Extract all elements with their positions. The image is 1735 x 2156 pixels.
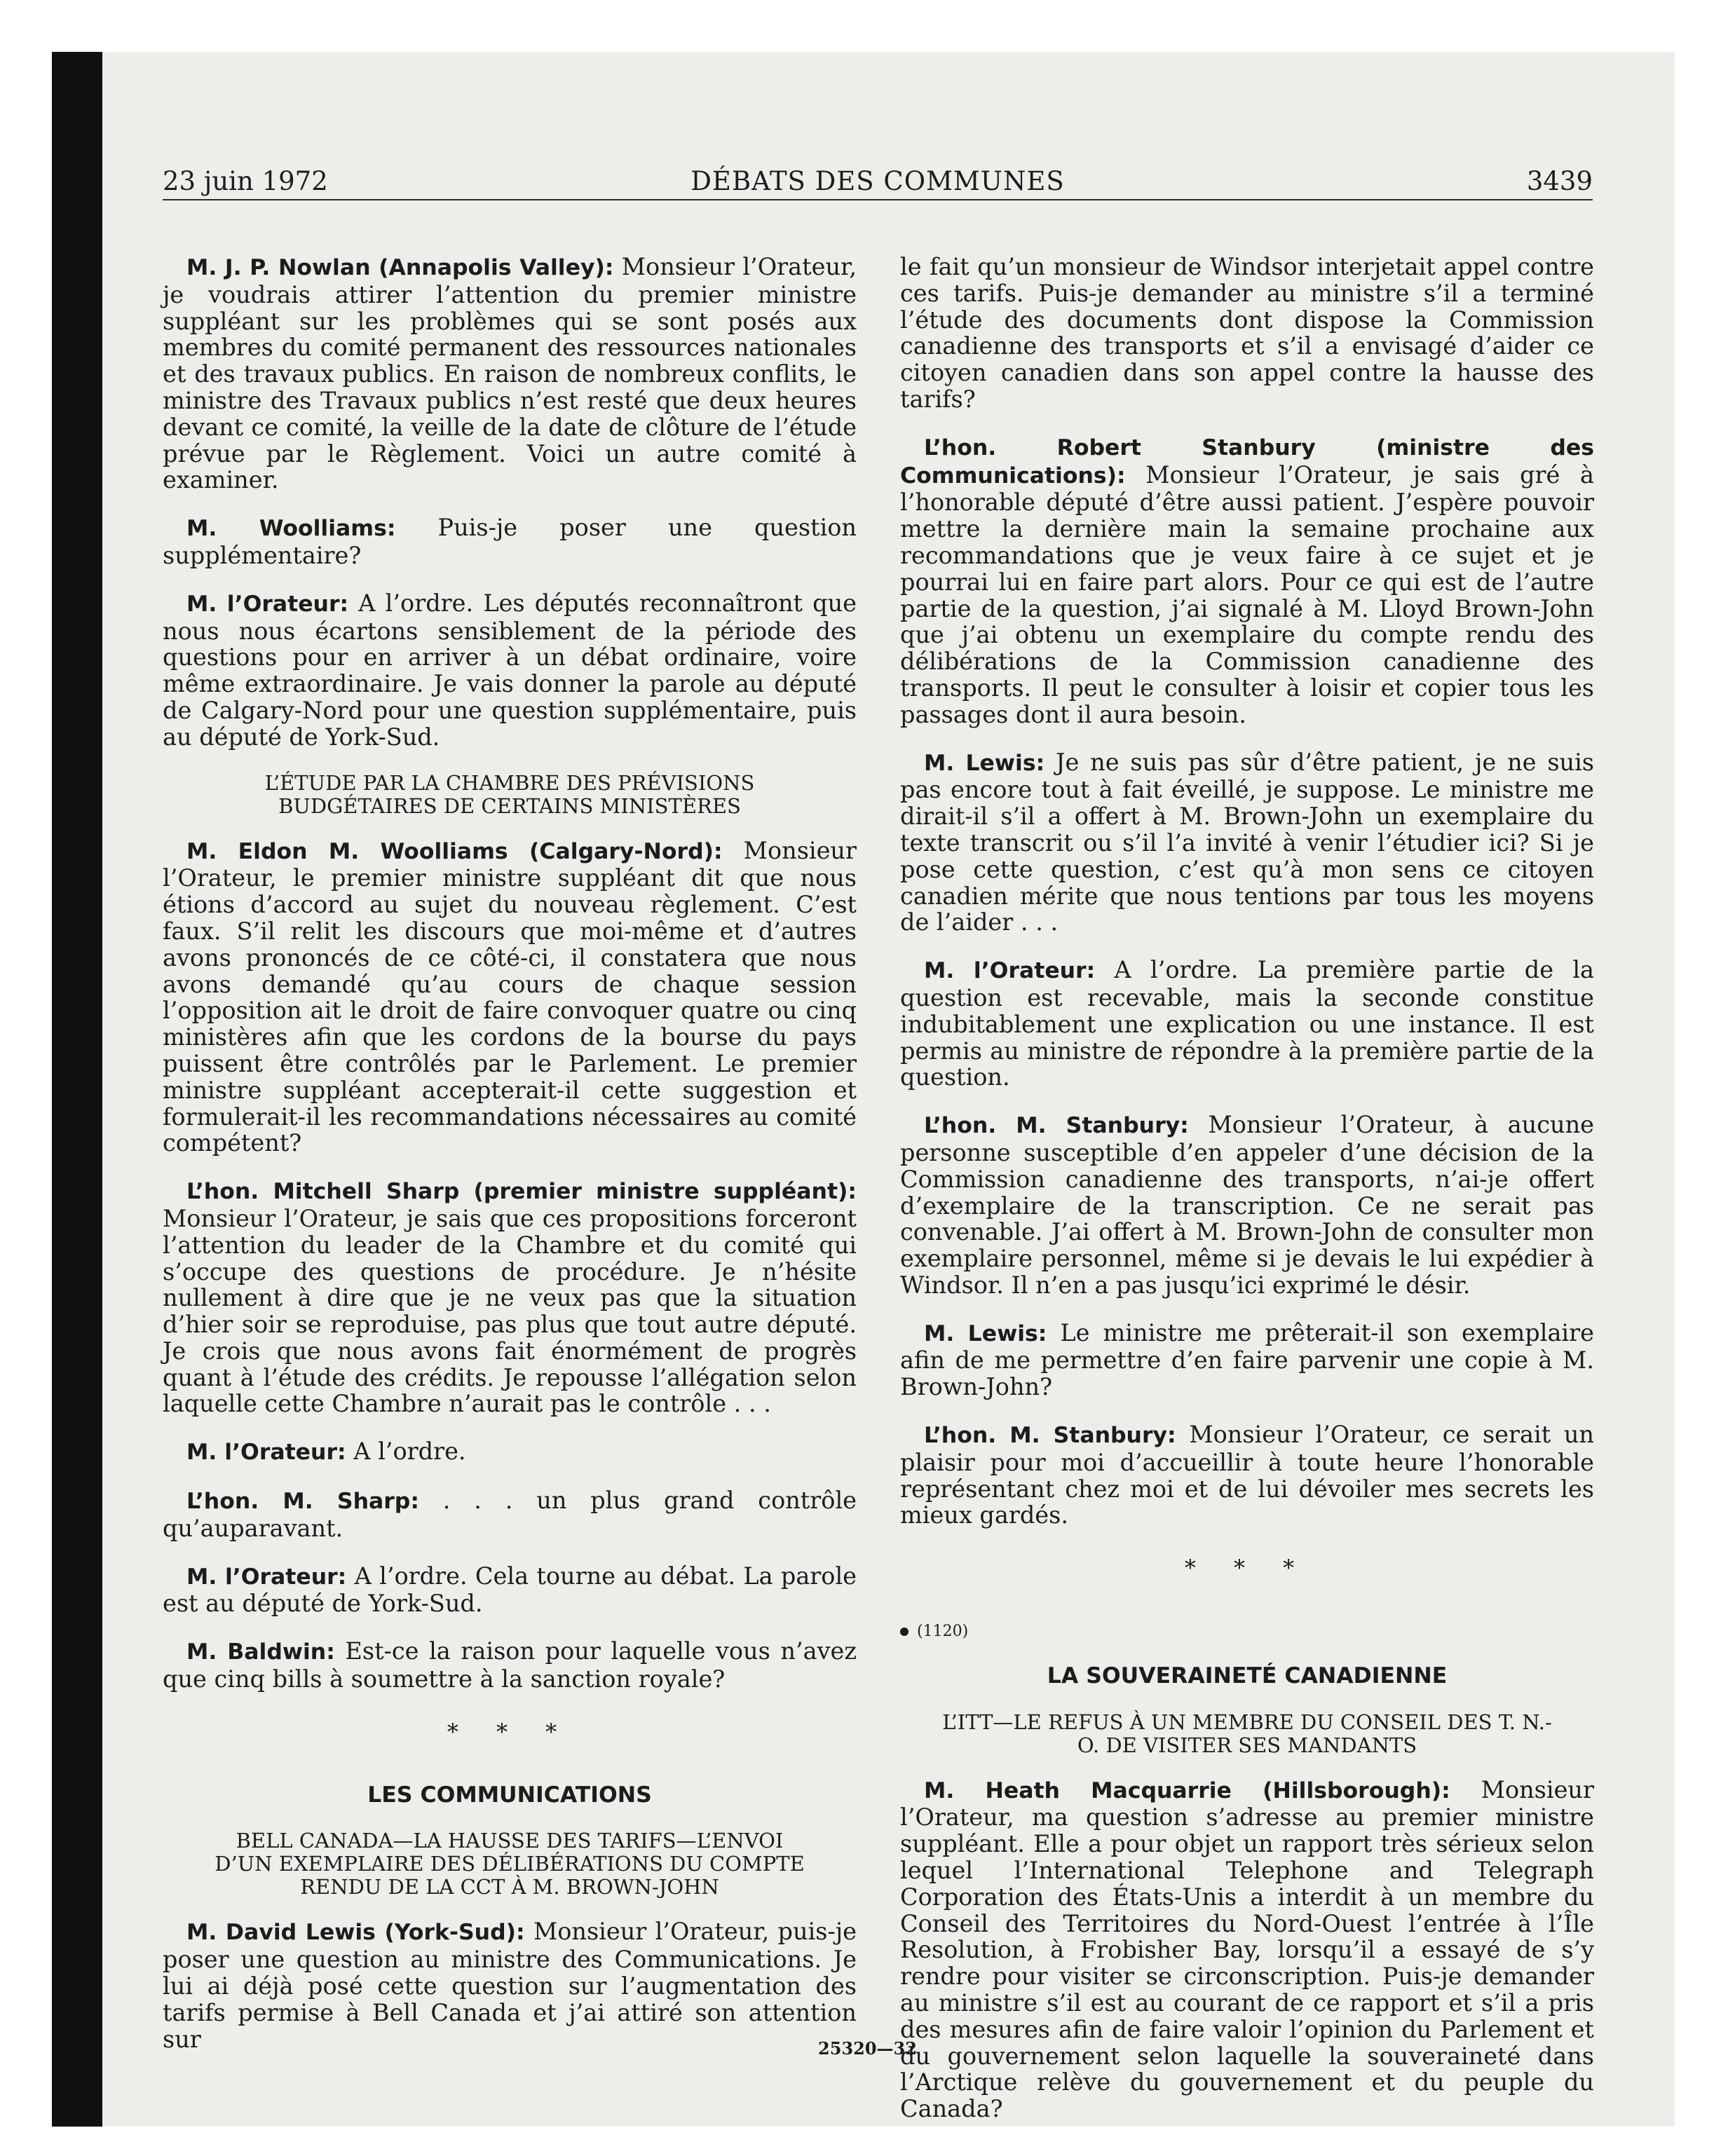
paragraph (163, 514, 857, 569)
subsection-heading: BELL CANADA—LA HAUSSE DES TARIFS—L’ENVOI D’UN EXEMPLAIRE DES DÉLIBÉRATIONS DU COMPTE RENDU DE LA CCT À M. BROWN-JOHN (215, 1829, 805, 1899)
paragraph (163, 838, 857, 1157)
paragraph (163, 1563, 857, 1618)
paragraph (163, 1487, 857, 1542)
paragraph (900, 1421, 1594, 1529)
paragraph (900, 1112, 1594, 1299)
speech-text: Est-ce la raison pour laquelle vous n’avez que cinq bills à soumettre à la sanction royale? (163, 1637, 857, 1693)
section-heading: LES COMMUNICATIONS (367, 1782, 652, 1808)
paragraph (900, 749, 1594, 936)
paragraph (900, 1777, 1594, 2122)
running-header (163, 163, 1593, 200)
speech-text: A l’ordre. Cela tourne au débat. La parole est au député de York-Sud. (163, 1562, 857, 1618)
speaker-name: M. l’Orateur: (186, 1440, 346, 1466)
paragraph (163, 1178, 857, 1417)
footer-signature: 25320—32 (818, 2038, 917, 2059)
speaker-name: L’hon. M. Stanbury: (924, 1423, 1176, 1449)
time-stamp: (1120) (917, 1623, 969, 1641)
speaker-name: M. Baldwin: (186, 1639, 335, 1665)
speaker-name: L’hon. M. Sharp: (186, 1489, 419, 1515)
speaker-name: M. David Lewis (York-Sud): (186, 1920, 525, 1946)
section-separator: * * * (447, 1718, 573, 1745)
speech-text: Monsieur l’Orateur, ce serait un plaisir pour moi d’accueillir à toute heure l’honorable représentant chez moi et de lui dévoiler mes secrets les mieux gardés. (900, 1421, 1595, 1529)
paragraph (163, 254, 857, 493)
speech-text: Monsieur l’Orateur, je voudrais attirer l’attention du premier ministre suppléant sur les problèmes qui se sont posés aux membres du comité permanent des ressources nationales et des travaux publics. En raison de nombreux conflits, le ministre des Travaux publics n’est resté que deux heures devant ce comité, la veille de la date de clôture de l’étude prévue par le Règlement. Voici un autre comité à examiner. (163, 253, 857, 494)
speaker-name: L’hon. Robert Stanbury (ministre des Communications): (900, 435, 1594, 489)
paragraph (900, 434, 1594, 728)
paragraph (163, 1438, 857, 1466)
section-separator: * * * (1184, 1555, 1310, 1582)
speech-text: Monsieur l’Orateur, puis-je poser une question au ministre des Communications. Je lui ai déjà posé cette question sur l’augmentation des tarifs permise à Bell Canada et j’ai attiré son attention sur (163, 1918, 857, 2053)
speech-text: Je ne suis pas sûr d’être patient, je ne suis pas encore tout à fait éveillé, je suppose. Le ministre me dirait-il s’il a offert à M. Brown-John un exemplaire du texte transcrit ou s’il l’a invité à venir l’étudier ici? Si je pose cette question, c’est qu’à mon sens ce citoyen canadien mérite que nous tentions par tous les moyens de l’aider . . . (900, 748, 1594, 936)
page-number: 3439 (1526, 166, 1593, 196)
speech-text: Monsieur l’Orateur, je sais gré à l’honorable député d’être aussi patient. J’espère pouvoir mettre la dernière main la semaine prochaine aux recommandations que je veux faire à ce sujet et je pourrai lui en faire part alors. Pour ce qui est de l’autre partie de la question, j’ai signalé à M. Lloyd Brown-John que j’ai obtenu un exemplaire du compte rendu des délibérations de la Commission canadienne des transports. Il peut le consulter à loisir et copier tous les passages dont il aura besoin. (900, 460, 1594, 728)
speaker-name: M. l’Orateur: (186, 1564, 347, 1590)
speaker-name: M. J. P. Nowlan (Annapolis Valley): (186, 255, 614, 280)
speech-text: Monsieur l’Orateur, ma question s’adresse au premier ministre suppléant. Elle a pour objet un rapport très sérieux selon lequel l’International Telephone and Telegraph Corporation des États-Unis a interdit à un membre du Conseil des Territoires du Nord-Ouest l’entrée à l’Île Resolution, à Frobisher Bay, lorsqu’il a essayé de s’y rendre pour visiter se circonscription. Puis-je demander au ministre s’il est au courant de ce rapport et s’il a pris des mesures afin de faire valoir l’opinion du Parlement et du gouvernement selon laquelle la souveraineté dans l’Arctique relève du gouvernement et du peuple du Canada? (900, 1775, 1595, 2123)
bullet-icon (900, 1628, 909, 1636)
speaker-name: M. Woolliams: (186, 516, 396, 542)
speaker-name: M. Lewis: (924, 750, 1045, 776)
speech-text: A l’ordre. La première partie de la question est recevable, mais la seconde constitue indubitablement une explication ou une instance. Il est permis au ministre de répondre à la première partie de la question. (900, 956, 1595, 1091)
speaker-name: M. Lewis: (924, 1321, 1047, 1346)
header-date: 23 juin 1972 (163, 166, 328, 196)
paragraph (163, 1918, 857, 2052)
speaker-name: M. l’Orateur: (186, 591, 349, 617)
speaker-name: L’hon. M. Stanbury: (924, 1113, 1189, 1139)
speech-text: Le ministre me prêterait-il son exemplaire afin de me permettre d’en faire parvenir une copie à M. Brown-John? (900, 1318, 1594, 1401)
paragraph (163, 590, 857, 751)
paragraph (900, 1320, 1594, 1400)
left-column (163, 254, 857, 2073)
section-heading: LA SOUVERAINETÉ CANADIENNE (1047, 1663, 1448, 1688)
paragraph (900, 957, 1594, 1091)
speech-text: Puis-je poser une question supplémentaire? (163, 514, 857, 569)
speech-text: le fait qu’un monsieur de Windsor interjetait appel contre ces tarifs. Puis-je demander au ministre s’il a terminé l’étude des documents dont dispose la Commission canadienne des transports et s’il a envisagé d’aider ce citoyen canadien dans son appel contre la hausse des tarifs? (900, 253, 1594, 413)
paragraph (163, 1638, 857, 1693)
speaker-name: M. l’Orateur: (924, 958, 1096, 984)
binding-edge (52, 52, 102, 2127)
speaker-name: M. Eldon M. Woolliams (Calgary-Nord): (186, 838, 723, 864)
speech-text: Monsieur l’Orateur, je sais que ces propositions forceront l’attention du leader de la Chambre et du comité qui s’occupe des questions de procédure. Je n’hésite nullement à dire que je ne veux pas que la situation d’hier soir se reproduise, pas plus que tout autre député. Je crois que nous avons fait énormément de progrès quant à l’étude des crédits. Je repousse l’allégation selon laquelle cette Chambre n’aurait pas le contrôle . . . (163, 1204, 857, 1418)
subsection-heading: L’ÉTUDE PAR LA CHAMBRE DES PRÉVISIONS BUDGÉTAIRES DE CERTAINS MINISTÈRES (264, 770, 755, 818)
right-column (900, 254, 1594, 2143)
speech-text: A l’ordre. Les députés reconnaîtront que nous nous écartons sensiblement de la période des questions pour en arriver à un débat ordinaire, voire même extraordinaire. Je vais donner la parole au député de Calgary-Nord pour une question supplémentaire, puis au député de York-Sud. (163, 589, 857, 751)
header-title: DÉBATS DES COMMUNES (690, 166, 1065, 196)
speaker-name: L’hon. Mitchell Sharp (premier ministre suppléant): (186, 1179, 857, 1205)
speaker-name: M. Heath Macquarrie (Hillsborough): (924, 1778, 1450, 1803)
subsection-heading: L’ITT—LE REFUS À UN MEMBRE DU CONSEIL DES T. N.-O. DE VISITER SES MANDANTS (942, 1710, 1552, 1757)
paragraph-continued (900, 254, 1594, 413)
speech-text: Monsieur l’Orateur, le premier ministre suppléant dit que nous étions d’accord au sujet du nouveau règlement. C’est faux. S’il relit les discours que moi-même et d’autres avons prononcés de ce côté-ci, il constatera que nous avons demandé qu’au cours de chaque session l’opposition ait le droit de faire convoquer quatre ou cinq ministères afin que les cordons de la bourse du pays puissent être contrôlés par le Parlement. Le premier ministre suppléant accepterait-il cette suggestion et formulerait-il les recommandations nécessaires au comité compétent? (163, 836, 857, 1157)
speech-text: Monsieur l’Orateur, à aucune personne susceptible d’en appeler d’une décision de la Commission canadienne des transports, n’ai-je offert d’exemplaire de la transcription. Ce ne serait pas convenable. J’ai offert à M. Brown-John de consulter mon exemplaire personnel, même si je devais le lui expédier à Windsor. Il n’en a pas jusqu’ici exprimé le désir. (900, 1111, 1594, 1299)
speech-text: . . . un plus grand contrôle qu’auparavant. (163, 1487, 857, 1542)
time-marker (900, 1618, 1594, 1645)
speech-text: A l’ordre. (346, 1438, 466, 1466)
